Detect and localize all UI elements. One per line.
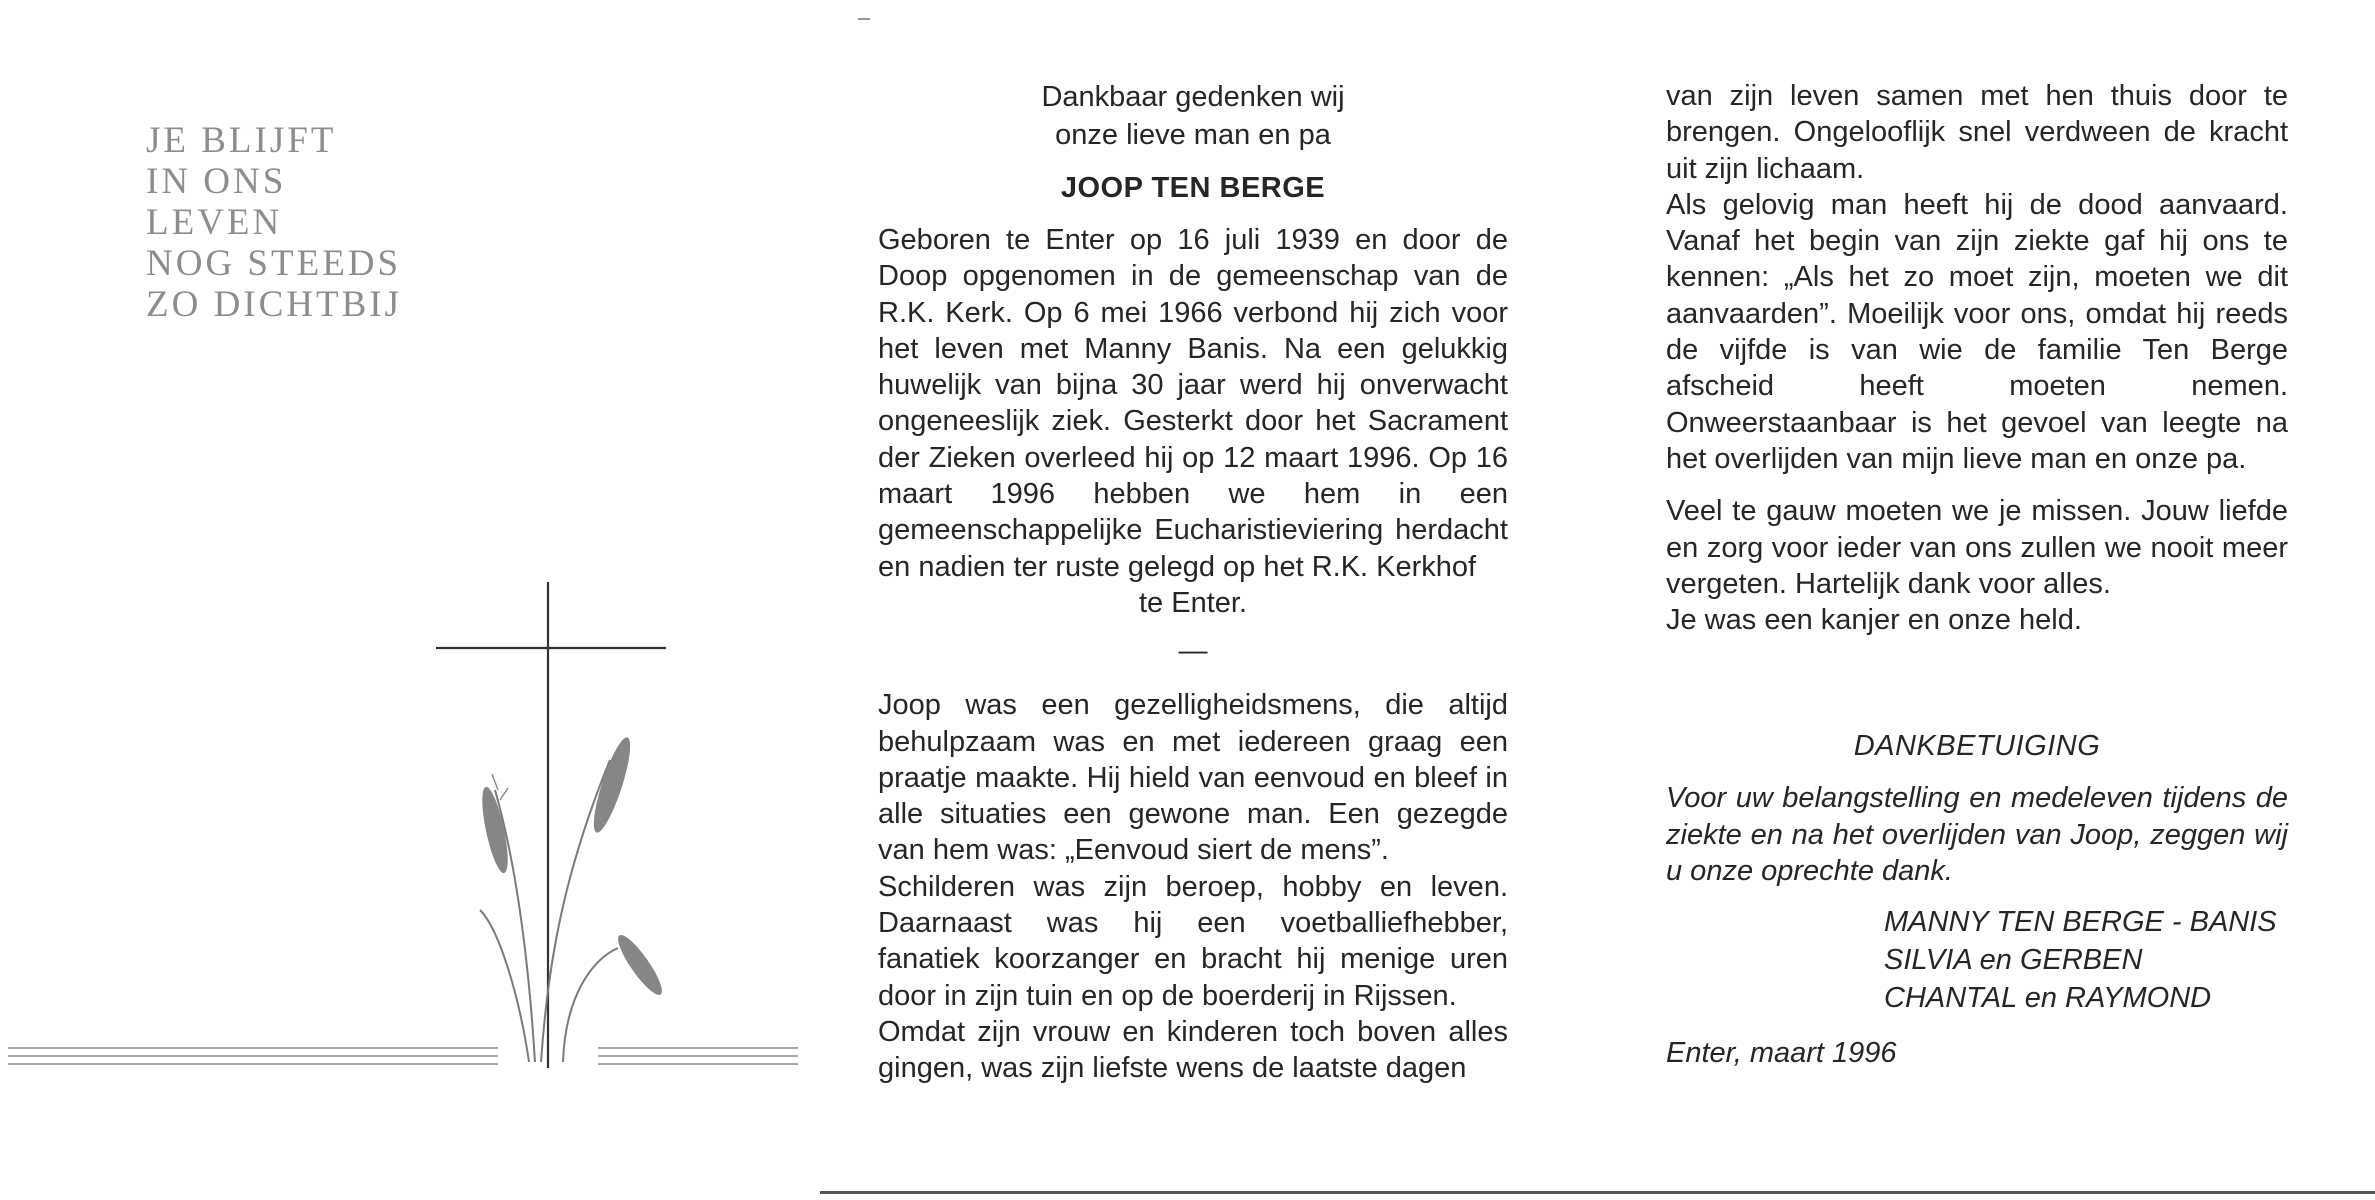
motto-line: JE BLIJFT bbox=[146, 120, 337, 161]
cross-and-wheat-illustration bbox=[0, 570, 820, 1090]
signature-line: SILVIA en GERBEN bbox=[1884, 944, 2143, 977]
paragraph: Omdat zijn vrouw en kinderen toch boven alles gingen, was zijn liefste wens de laatste dagen bbox=[878, 1015, 1508, 1085]
place-date: Enter, maart 1996 bbox=[1666, 1037, 1897, 1070]
biography bbox=[878, 222, 1508, 621]
paragraph: Joop was een gezelligheidsmens, die altijd behulpzaam was en met iedereen graag een praatje maakte. Hij hield van eenvoud en bleef in alle situaties een gewone man. Een gezegde van hem was: „Eenvoud siert de mens”. bbox=[878, 689, 1508, 867]
middle-panel bbox=[878, 78, 1508, 1087]
paragraph: Je was een kanjer en onze held. bbox=[1666, 604, 2082, 637]
paragraph: Veel te gauw moeten we je missen. Jouw liefde en zorg voor ieder van ons zullen we nooit meer vergeten. Hartelijk dank voor alles. bbox=[1666, 495, 2288, 600]
deceased-name: JOOP TEN BERGE bbox=[1060, 172, 1326, 204]
left-panel bbox=[0, 0, 820, 1200]
intro-line: Dankbaar gedenken wij bbox=[1041, 81, 1345, 113]
motto bbox=[146, 120, 402, 325]
thanks-text: Voor uw belangstelling en medeleven tijdens de ziekte en na het overlijden van Joop, zeggen wij u onze oprechte dank. bbox=[1666, 782, 2288, 888]
paragraph: Als gelovig man heeft hij de dood aanvaard. Vanaf het begin van zijn ziekte gaf hij ons te kennen: „Als het zo moet zijn, moeten we dit aanvaarden”. Moeilijk voor ons, omdat hij reeds de vijfde is van wie de familie Ten Berge afscheid heeft moeten nemen. Onweerstaanbaar is het gevoel van leegte na het overlijden van mijn lieve man en onze pa. bbox=[1666, 188, 2288, 475]
signature-line: CHANTAL en RAYMOND bbox=[1884, 982, 2212, 1015]
paragraph: Schilderen was zijn beroep, hobby en leven. Daarnaast was hij een voetballiefhebber, fanatiek koorzanger en bracht hij menige uren door in zijn tuin en op de boerderij in Rijssen. bbox=[878, 870, 1508, 1012]
life-story bbox=[878, 687, 1508, 1086]
separator-dash: — bbox=[1178, 635, 1208, 668]
motto-line: NOG STEEDS bbox=[146, 243, 402, 284]
horizon-lines bbox=[8, 1048, 798, 1064]
continuation bbox=[1666, 78, 2288, 638]
motto-line: LEVEN bbox=[146, 202, 283, 243]
signatures bbox=[1666, 903, 2288, 1017]
page-edge-rule bbox=[820, 1191, 2375, 1194]
motto-line: ZO DICHTBIJ bbox=[146, 284, 403, 325]
biography-text: Geboren te Enter op 16 juli 1939 en door de Doop opgenomen in de gemeenschap van de R.K. Kerk. Op 6 mei 1966 verbond hij zich voor het leven met Manny Banis. Na een gelukkig huwelijk van bijna 30 jaar werd hij onverwacht ongeneeslijk ziek. Gesterkt door het Sacrament der Zieken overleed hij op 12 maart 1996. Op 16 maart 1996 hebben we hem in een gemeenschappelijke Eucharistieviering herdacht en nadien ter ruste gelegd op het R.K. Kerkhof bbox=[878, 224, 1508, 583]
paragraph: van zijn leven samen met hen thuis door te brengen. Ongelooflijk snel verdween de kracht uit zijn lichaam. bbox=[1666, 80, 2288, 185]
intro-line: onze lieve man en pa bbox=[1055, 119, 1331, 151]
cross-icon bbox=[436, 582, 666, 1068]
right-panel bbox=[1666, 78, 2288, 1073]
thanks-heading: DANKBETUIGING bbox=[1853, 730, 2101, 763]
signature-line: MANNY TEN BERGE - BANIS bbox=[1884, 906, 2277, 939]
biography-end: te Enter. bbox=[1138, 586, 1247, 619]
motto-line: IN ONS bbox=[146, 161, 287, 202]
edge-mark bbox=[858, 18, 870, 20]
